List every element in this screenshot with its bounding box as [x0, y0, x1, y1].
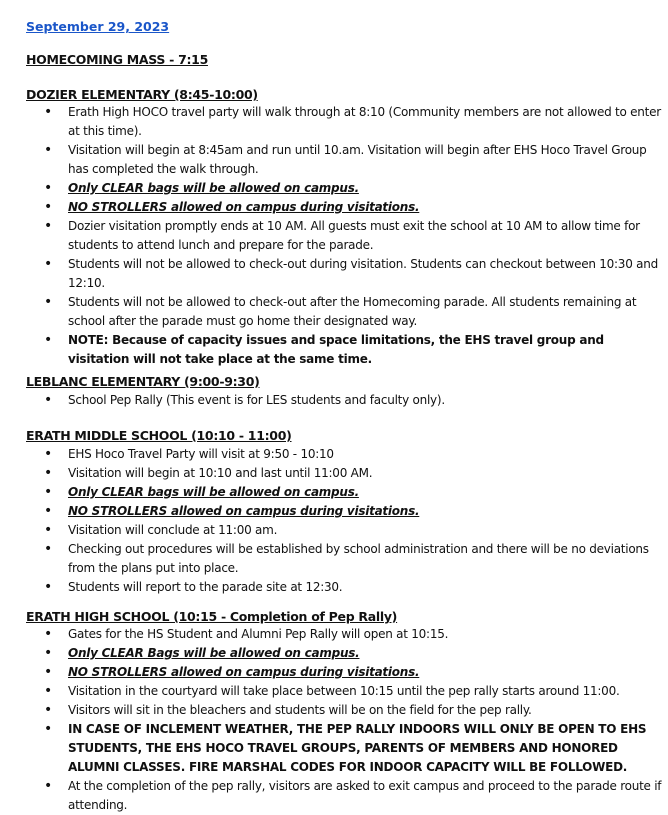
- high-school-section: [0, 625, 662, 815]
- list-item: • Dozier visitation promptly ends at 10 AM. All guests must exit the school at 10 AM to allow time for students to attend lunch and prepare for the parade.: [0, 217, 630, 255]
- list-item: • Erath High HOCO travel party will walk through at 8:10 (Community members are not allowed to enter at this time).: [0, 103, 630, 141]
- list-item: • EHS Hoco Travel Party will visit at 9:50 - 10:10: [0, 445, 630, 464]
- list-item: • Checking out procedures will be established by school administration and there will be no deviations from the plans put into place.: [0, 540, 630, 578]
- list-item: • Visitors will sit in the bleachers and students will be on the field for the pep rally.: [0, 701, 630, 720]
- list-item: • Gates for the HS Student and Alumni Pep Rally will open at 10:15.: [0, 625, 630, 644]
- leblanc-section: [0, 391, 630, 410]
- list-item: • Visitation will begin at 10:10 and last until 11:00 AM.: [0, 464, 630, 483]
- list-item: • Students will not be allowed to check-out after the Homecoming parade. All students remaining at school after the parade must go home their designated way.: [0, 293, 630, 331]
- list-item: • Only CLEAR bags will be allowed on campus.: [0, 179, 630, 198]
- list-item: • Visitation will begin at 8:45am and run until 10.am. Visitation will begin after EHS Hoco Travel Group has completed the walk through.: [0, 141, 630, 179]
- mass-heading: HOMECOMING MASS - 7:15: [26, 52, 208, 67]
- list-item: • School Pep Rally (This event is for LES students and faculty only).: [0, 391, 630, 410]
- middle-school-list: [0, 445, 649, 597]
- list-item: • NO STROLLERS allowed on campus during visitations.: [0, 502, 630, 521]
- date-link[interactable]: September 29, 2023: [26, 19, 170, 34]
- dozier-heading: DOZIER ELEMENTARY (8:45-10:00): [26, 87, 258, 102]
- list-item: • Only CLEAR Bags will be allowed on campus.: [0, 644, 630, 663]
- dozier-list: [0, 103, 661, 369]
- list-item: • NOTE: Because of capacity issues and space limitations, the EHS travel group and visitation will not take place at the same time.: [0, 331, 630, 369]
- dozier-section: [0, 103, 661, 369]
- middle-school-section: [0, 445, 649, 597]
- list-item: • Visitation in the courtyard will take place between 10:15 until the pep rally starts around 11:00.: [0, 682, 630, 701]
- leblanc-heading: LEBLANC ELEMENTARY (9:00-9:30): [26, 374, 260, 389]
- high-school-heading: ERATH HIGH SCHOOL (10:15 - Completion of Pep Rally): [26, 609, 398, 624]
- list-item: • NO STROLLERS allowed on campus during visitations.: [0, 198, 630, 217]
- list-item: • Students will report to the parade site at 12:30.: [0, 578, 630, 597]
- list-item: • NO STROLLERS allowed on campus during visitations.: [0, 663, 630, 682]
- leblanc-list: [0, 391, 630, 410]
- list-item: • IN CASE OF INCLEMENT WEATHER, THE PEP RALLY INDOORS WILL ONLY BE OPEN TO EHS STUDENTS, THE EHS HOCO TRAVEL GROUPS, PARENTS OF MEMBERS AND HONORED ALUMNI CLASSES. FIRE MARSHAL CODES FOR INDOOR CAPACITY WILL BE FOLLOWED.: [0, 720, 630, 777]
- list-item: • Visitation will conclude at 11:00 am.: [0, 521, 630, 540]
- list-item: • Students will not be allowed to check-out during visitation. Students can checkout between 10:30 and 12:10.: [0, 255, 630, 293]
- middle-school-heading: ERATH MIDDLE SCHOOL (10:10 - 11:00): [26, 428, 292, 443]
- list-item: • At the completion of the pep rally, visitors are asked to exit campus and proceed to the parade route if attending.: [0, 777, 630, 815]
- list-item: • Only CLEAR bags will be allowed on campus.: [0, 483, 630, 502]
- high-school-list: [0, 625, 662, 815]
